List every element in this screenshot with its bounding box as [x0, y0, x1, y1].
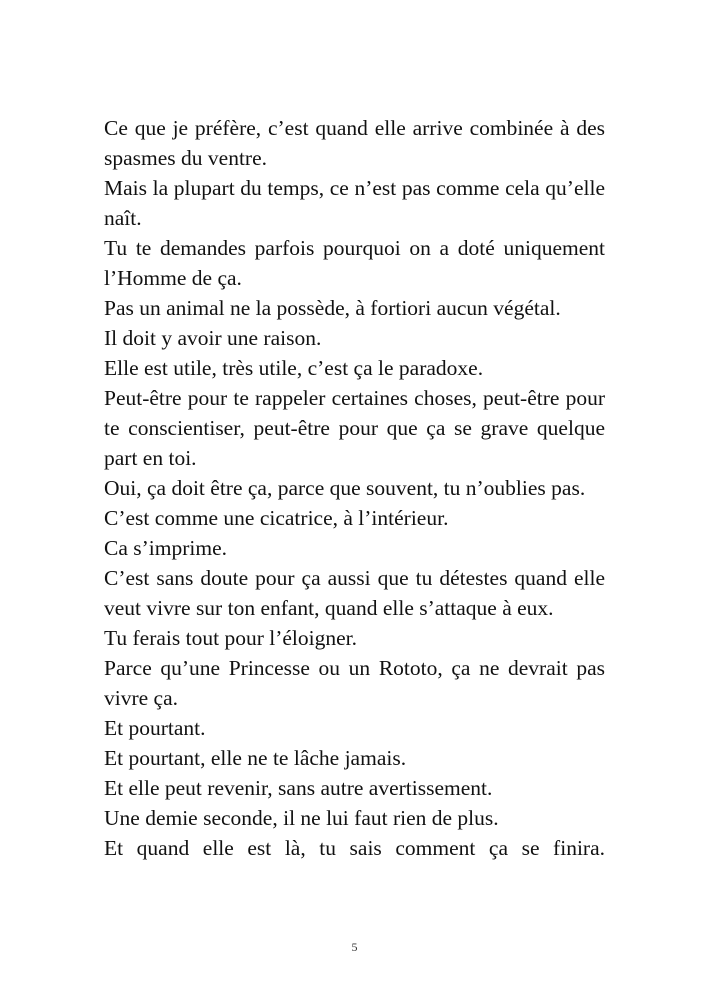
paragraph-17: Une demie seconde, il ne lui faut rien de plus.: [104, 806, 499, 830]
paragraph-11: C’est sans doute pour ça aussi que tu détestes quand elle veut vivre sur ton enfant, quand elle s’attaque à eux.: [104, 566, 605, 620]
paragraph-10: Ca s’imprime.: [104, 536, 228, 560]
page-number: 5: [351, 940, 358, 954]
paragraph-6: Elle est utile, très utile, c’est ça le paradoxe.: [104, 356, 484, 380]
paragraph-16: Et elle peut revenir, sans autre avertissement.: [104, 776, 493, 800]
paragraph-3: Tu te demandes parfois pourquoi on a doté uniquement l’Homme de ça.: [104, 236, 605, 290]
paragraph-14: Et pourtant.: [104, 716, 206, 740]
paragraph-7: Peut-être pour te rappeler certaines choses, peut-être pour te conscientiser, peut-être pour que ça se grave quelque part en toi.: [104, 386, 605, 470]
paragraph-13: Parce qu’une Princesse ou un Rototo, ça ne devrait pas vivre ça.: [104, 656, 605, 710]
paragraph-9: C’est comme une cicatrice, à l’intérieur.: [104, 506, 449, 530]
paragraph-1: Ce que je préfère, c’est quand elle arrive combinée à des spasmes du ventre.: [104, 116, 605, 170]
body-text: [104, 113, 605, 863]
paragraph-5: Il doit y avoir une raison.: [104, 326, 322, 350]
paragraph-2: Mais la plupart du temps, ce n’est pas comme cela qu’elle naît.: [104, 176, 605, 230]
paragraph-12: Tu ferais tout pour l’éloigner.: [104, 626, 357, 650]
paragraph-15: Et pourtant, elle ne te lâche jamais.: [104, 746, 407, 770]
paragraph-4: Pas un animal ne la possède, à fortiori aucun végétal.: [104, 296, 561, 320]
paragraph-8: Oui, ça doit être ça, parce que souvent, tu n’oublies pas.: [104, 476, 586, 500]
paragraph-18: Et quand elle est là, tu sais comment ça se finira.: [104, 836, 605, 860]
